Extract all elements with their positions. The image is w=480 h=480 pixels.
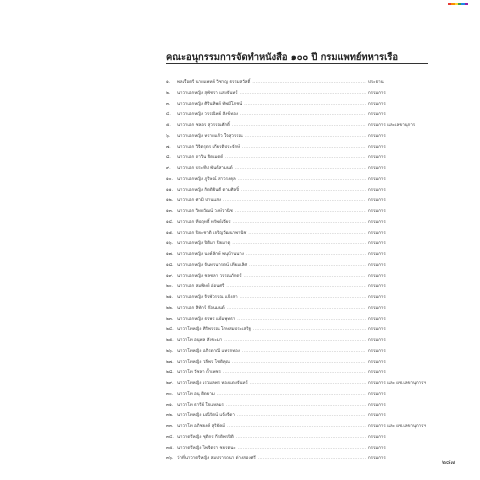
member-role: กรรมการ	[368, 90, 386, 96]
item-number: ๒๐.	[166, 284, 173, 290]
dot-leader	[236, 433, 366, 444]
member-name: นาวาเอก ศามิ ปานแสง	[177, 198, 222, 204]
member-role: กรรมการ	[368, 295, 386, 300]
member-role: กรรมการ	[368, 144, 386, 150]
member-role: กรรมการ และเลขานุการ	[368, 123, 416, 128]
list-item	[166, 272, 456, 283]
list-item	[166, 207, 456, 218]
member-name: นาวาเอกหญิง ภูริษณ์ สาวรงคุล	[177, 176, 236, 182]
item-number: ๒๗.	[166, 359, 174, 365]
member-name: พลเรือตรี นายแพทย์ วิชาญ ธรรมสวัสดิ์	[177, 80, 251, 85]
member-name: นาวาตรีหญิง ไพจิตรา ชยรตนะ	[177, 445, 236, 451]
dot-leader	[241, 186, 366, 197]
list-item	[166, 304, 456, 315]
member-role: กรรมการ	[368, 198, 386, 204]
member-name: นาวาโทหญิง เรวมลพร ทองแดงจันทร์	[177, 381, 248, 386]
member-name: นาวาโท อภิชยงค์ สุริยัคม์	[177, 424, 226, 429]
member-role: กรรมการ	[368, 262, 386, 268]
item-number: ๒๒.	[166, 305, 174, 311]
member-role: กรรมการ	[368, 219, 386, 225]
member-role: กรรมการ	[368, 284, 386, 290]
list-item	[166, 164, 456, 175]
list-item	[166, 315, 456, 326]
member-name: นาวาเอกหญิง ชลชลา วรรณภักตร์	[177, 273, 242, 279]
member-name: นาวาเอก ถาวิน จิตเมตต์	[177, 155, 224, 161]
list-item	[166, 282, 456, 293]
dot-leader	[248, 229, 366, 240]
list-item	[166, 143, 456, 154]
member-role: กรรมการ	[368, 327, 386, 333]
member-role: กรรมการ	[368, 252, 386, 257]
item-number: ๒๘.	[166, 370, 174, 376]
dot-leader	[224, 336, 366, 347]
member-role: กรรมการ	[368, 273, 386, 279]
dot-leader	[242, 143, 366, 154]
dot-leader	[225, 153, 366, 164]
item-number: ๒.	[166, 90, 171, 96]
dot-leader	[252, 78, 366, 89]
member-name: นาวาเอก ประทีป พันธ์สามนต์	[177, 166, 233, 171]
list-item	[166, 411, 456, 422]
member-name: นาวาเอกหญิง สุพัชรา แสงจันทร์	[177, 90, 238, 96]
item-number: ๒๔.	[166, 327, 174, 333]
list-item	[166, 433, 456, 444]
dot-leader	[227, 304, 366, 315]
dot-leader	[223, 196, 366, 207]
list-item	[166, 229, 456, 240]
dot-leader	[244, 100, 366, 111]
member-name: นาวาเอกหญิง กิตติยินดี ตามศิลปิ์	[177, 187, 240, 193]
member-name: ว่าที่นาวาตรีหญิง สมปรารถนา ต่างสองศรี	[177, 456, 256, 462]
item-number: ๔.	[166, 112, 171, 118]
member-role: กรรมการ	[368, 434, 386, 440]
member-role: กรรมการ	[368, 316, 386, 322]
item-number: ๒๕.	[166, 338, 174, 343]
member-role: กรรมการ	[368, 445, 386, 451]
list-item	[166, 379, 456, 390]
list-item	[166, 132, 456, 143]
member-role: กรรมการ	[368, 133, 386, 139]
member-name: นาวาโทหญิง ศิริพรรณ โกษสมประเสริฐ	[177, 327, 251, 333]
list-item	[166, 186, 456, 197]
member-name: นาวาเอกหญิง ปิติมา ปิยมาตุ	[177, 241, 231, 247]
dot-leader	[237, 315, 366, 326]
member-name: นาวาเอก ทีปฤทธิ์ ทรัพย์เจียร	[177, 219, 231, 225]
member-name: นาวาเอก วิทยวัฒน์ วงษ์วานิช	[177, 209, 233, 214]
item-number: ๑๒.	[166, 198, 174, 204]
item-number: ๓๐.	[166, 391, 174, 397]
list-item	[166, 336, 456, 347]
item-number: ๑๑.	[166, 187, 173, 193]
dot-leader	[235, 207, 366, 218]
list-item	[166, 196, 456, 207]
item-number: ๑๔.	[166, 219, 174, 225]
dot-leader	[249, 261, 366, 272]
item-number: ๒๙.	[166, 381, 174, 386]
list-item	[166, 250, 456, 261]
dot-leader	[238, 175, 366, 186]
member-role: กรรมการ	[368, 176, 386, 182]
list-item	[166, 347, 456, 358]
dot-leader	[246, 250, 366, 261]
list-item	[166, 175, 456, 186]
dot-leader	[244, 272, 366, 283]
member-role: กรรมการ	[368, 456, 386, 462]
item-number: ๑๗.	[166, 252, 174, 257]
list-item	[166, 110, 456, 121]
member-name: นาวาเอกหญิง วรรณิพย์ สังข์ทอง	[177, 112, 238, 118]
member-role: กรรมการ	[368, 166, 386, 171]
member-name: นาวาเอก วิจิตรุตร เกียรติประจักษ์	[177, 144, 241, 150]
item-number: ๘.	[166, 155, 171, 161]
dot-leader	[240, 110, 366, 121]
member-role: กรรมการ	[368, 305, 386, 311]
dot-leader	[237, 411, 366, 422]
title-underline	[166, 63, 428, 64]
member-name: นาวาเอกหญิง จิรพัวรรณ แจ้งสา	[177, 295, 238, 300]
dot-leader	[240, 293, 366, 304]
member-role: กรรมการ	[368, 370, 386, 376]
item-number: ๑๙.	[166, 273, 174, 279]
member-name: นาวาโท ธารีย์ ใจแหลมร	[177, 402, 224, 408]
member-role: กรรมการ	[368, 413, 386, 419]
list-item	[166, 444, 456, 455]
member-role: กรรมการ และ ผช.เลขานุการฯ	[368, 424, 426, 429]
list-item	[166, 368, 456, 379]
page-number: ๒๘๗	[442, 459, 456, 466]
member-name: นาวาเอกหญิง ทรายแก้ว ใจสุวรรณ	[177, 133, 243, 139]
member-role: กรรมการ	[368, 241, 386, 247]
list-item	[166, 401, 456, 412]
item-number: ๓๕.	[166, 445, 174, 451]
member-name: นาวาเอกหญิง นงค์ลักษ์ พนุบ้านนาง	[177, 252, 244, 257]
item-number: ๓๒.	[166, 413, 174, 419]
list-item	[166, 121, 456, 132]
list-item	[166, 422, 456, 433]
list-item	[166, 293, 456, 304]
item-number: ๒๑.	[166, 295, 174, 300]
item-number: ๑๐.	[166, 176, 173, 182]
member-name: นาวาเอก ปิยะชาติ เจริญวัฒนาพานิช	[177, 230, 247, 236]
item-number: ๓๖.	[166, 456, 174, 462]
dot-leader	[233, 218, 366, 229]
member-name: นาวาโทหญิง มณีรัตน์ แจ้งจีดา	[177, 413, 235, 419]
dot-leader	[238, 444, 366, 455]
dot-leader	[242, 347, 366, 358]
dot-leader	[227, 422, 366, 433]
item-number: ๑๘.	[166, 262, 174, 268]
dot-leader	[232, 239, 366, 250]
member-name: นาวาเอก สมพิษย์ อ่อนศรี	[177, 284, 225, 290]
list-item	[166, 454, 456, 465]
list-item	[166, 218, 456, 229]
item-number: ๙.	[166, 166, 171, 171]
member-role: กรรมการ และ ผช.เลขานุการฯ	[368, 381, 426, 386]
member-role: กรรมการ	[368, 187, 386, 193]
item-number: ๓.	[166, 101, 171, 107]
dot-leader	[235, 164, 366, 175]
dot-leader	[253, 325, 366, 336]
member-name: นาวาโท อนุพล สังขะมา	[177, 338, 223, 343]
member-role: กรรมการ	[368, 230, 386, 236]
member-name: นาวาเอกหญิง จันทรนารตน์ เทียมเลิศ	[177, 262, 248, 268]
member-role: ประธาน	[368, 80, 384, 85]
color-strip	[448, 3, 468, 5]
list-item	[166, 153, 456, 164]
item-number: ๑.	[166, 80, 171, 85]
dot-leader	[245, 132, 366, 143]
member-role: กรรมการ	[368, 391, 386, 397]
list-item	[166, 261, 456, 272]
list-item	[166, 358, 456, 369]
item-number: ๕.	[166, 123, 171, 128]
dot-leader	[217, 390, 366, 401]
item-number: ๓๓.	[166, 424, 174, 429]
list-item	[166, 100, 456, 111]
color-swatch	[465, 3, 468, 5]
member-role: กรรมการ	[368, 359, 386, 365]
item-number: ๑๕.	[166, 230, 174, 236]
member-name: นาวาโทหญิง วลีพร โชติคุณ	[177, 359, 230, 365]
member-name: นาวาโท วัชลา ถ้ำเพชร	[177, 370, 221, 376]
list-item	[166, 239, 456, 250]
item-number: ๒๖.	[166, 348, 174, 354]
list-item	[166, 78, 456, 89]
member-role: กรรมการ	[368, 348, 386, 354]
item-number: ๒๓.	[166, 316, 174, 322]
member-role: กรรมการ	[368, 402, 386, 408]
member-role: กรรมการ	[368, 155, 386, 161]
dot-leader	[226, 401, 366, 412]
member-role: กรรมการ	[368, 101, 386, 107]
member-name: นาวาเอก ชลอร สุวรรณศักดิ์	[177, 123, 230, 128]
item-number: ๗.	[166, 144, 171, 150]
dot-leader	[240, 89, 366, 100]
item-number: ๓๔.	[166, 434, 174, 440]
dot-leader	[226, 282, 366, 293]
member-name: นาวาเอกหญิง ธรพร แย้มพุทธา	[177, 316, 236, 322]
member-name: นาวาโทหญิง อภิรดาณี แทรกทอง	[177, 348, 240, 354]
dot-leader	[250, 379, 366, 390]
dot-leader	[232, 358, 366, 369]
item-number: ๖.	[166, 133, 171, 139]
member-name: นาวาเอกหญิง ศิรินทิพย์ ทัพมีโภชน์	[177, 101, 243, 107]
list-item	[166, 89, 456, 100]
committee-list	[166, 78, 456, 465]
item-number: ๑๖.	[166, 241, 173, 247]
member-role: กรรมการ	[368, 112, 386, 118]
item-number: ๓๑.	[166, 402, 174, 408]
member-name: นาวาตรีหญิง ชุติกร กีรติพรปิติ	[177, 434, 234, 440]
list-item	[166, 325, 456, 336]
page-title: คณะอนุกรรมการจัดทำหนังสือ ๑๐๐ ปี กรมแพทย์ทหารเรือ	[166, 52, 398, 63]
dot-leader	[258, 454, 366, 465]
member-name: นาวาเอก สิทักร์ ก๊อนมนต์	[177, 305, 225, 311]
dot-leader	[232, 121, 366, 132]
member-role: กรรมการ	[368, 338, 386, 343]
member-name: นาวาโท อนุ ติดยาม	[177, 391, 215, 397]
member-role: กรรมการ	[368, 209, 386, 214]
item-number: ๑๓.	[166, 209, 174, 214]
dot-leader	[223, 368, 366, 379]
list-item	[166, 390, 456, 401]
